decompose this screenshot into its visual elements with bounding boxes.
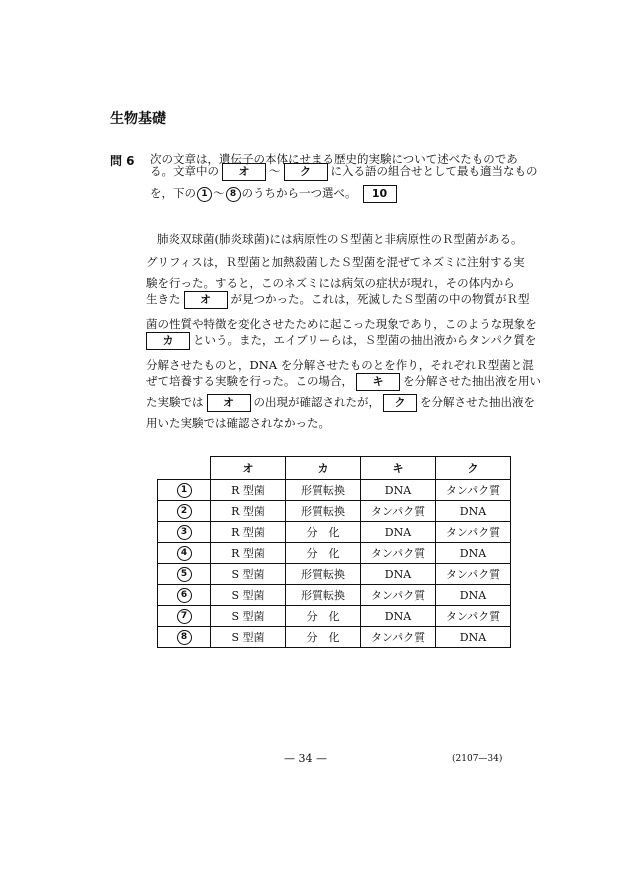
passage-line-3: 験を行った。すると，このネズミには病気の症状が現れ，その体内から (146, 276, 515, 290)
cell-o: S 型菌 (211, 627, 286, 648)
table-header-row (158, 457, 511, 480)
choice-number: 3 (177, 525, 192, 540)
blank-box-o: オ (207, 394, 251, 412)
cell-o: R 型菌 (211, 501, 286, 522)
cell-ku: DNA (436, 543, 511, 564)
passage-line-1: 肺炎双球菌(肺炎球菌)には病原性のＳ型菌と非病原性のＲ型菌がある。 (157, 232, 523, 246)
cell-ku: DNA (436, 501, 511, 522)
passage-text-8a: ぜて培養する実験を行った。この場合， (146, 374, 353, 388)
choice-number-cell (158, 480, 211, 501)
choice-number-cell (158, 501, 211, 522)
choice-number: 1 (177, 483, 192, 498)
table-row (158, 627, 511, 648)
cell-ka: 形質転換 (286, 480, 361, 501)
cell-ki: DNA (361, 606, 436, 627)
question-text-2b: に入る語の組合せとして最も適当なもの (330, 164, 538, 178)
section-title: 生物基礎 (110, 111, 166, 127)
passage-text-8b: を分解させた抽出液を用い (403, 374, 541, 388)
choice-number-last: 8 (226, 187, 241, 202)
passage-line-5: 菌の性質や特徴を変化させたために起こった現象であり，このような現象を (146, 317, 537, 331)
table-row (158, 480, 511, 501)
choice-number-cell (158, 585, 211, 606)
cell-ki: DNA (361, 480, 436, 501)
cell-ki: タンパク質 (361, 543, 436, 564)
passage-text-9b: の出現が確認されたが， (253, 395, 380, 409)
passage-line-9 (146, 393, 535, 412)
table-row (158, 585, 511, 606)
cell-o: S 型菌 (211, 564, 286, 585)
table-row (158, 501, 511, 522)
question-text-2a: る。文章中の (150, 164, 219, 178)
passage-text-4a: 生きた (146, 292, 181, 306)
passage-text-4b: が見つかった。これは，死滅したＳ型菌の中の物質がＲ型 (230, 292, 530, 306)
choice-number-cell (158, 522, 211, 543)
cell-ka: 形質転換 (286, 585, 361, 606)
cell-o: R 型菌 (211, 543, 286, 564)
choice-number: 4 (177, 546, 192, 561)
table-row (158, 606, 511, 627)
blank-box-ku: ク (383, 394, 417, 412)
passage-line-8 (146, 372, 541, 391)
cell-ku: DNA (436, 627, 511, 648)
passage-text-9a: た実験では (146, 395, 204, 409)
tilde-sign: ～ (269, 164, 281, 178)
page-number: — 34 — (284, 752, 327, 765)
header-ka: カ (286, 457, 361, 480)
choice-number: 7 (177, 609, 192, 624)
cell-ka: 形質転換 (286, 564, 361, 585)
cell-o: S 型菌 (211, 606, 286, 627)
answer-number-box: 10 (363, 185, 397, 203)
cell-ka: 形質転換 (286, 501, 361, 522)
blank-box-ku: ク (284, 163, 328, 181)
choice-number-cell (158, 564, 211, 585)
passage-line-4 (146, 290, 530, 309)
cell-ku: タンパク質 (436, 522, 511, 543)
choice-number: 6 (177, 588, 192, 603)
question-line-2 (150, 162, 538, 181)
cell-ku: タンパク質 (436, 564, 511, 585)
choice-number: 8 (177, 630, 192, 645)
passage-text-9c: を分解させた抽出液を (420, 395, 535, 409)
cell-o: S 型菌 (211, 585, 286, 606)
cell-ki: タンパク質 (361, 627, 436, 648)
table-row (158, 522, 511, 543)
answer-choices-table (157, 456, 511, 648)
cell-ku: タンパク質 (436, 606, 511, 627)
question-text-1: 次の文章は，遺伝子の本体にせまる歴史的実験について述べたものであ (150, 152, 518, 166)
blank-box-ki: キ (356, 373, 400, 391)
cell-ku: タンパク質 (436, 480, 511, 501)
cell-ka: 分 化 (286, 522, 361, 543)
cell-ki: DNA (361, 564, 436, 585)
table-row (158, 564, 511, 585)
cell-ki: タンパク質 (361, 501, 436, 522)
header-ki: キ (361, 457, 436, 480)
question-number: 問 6 (110, 154, 135, 168)
passage-line-7: 分解させたものと，DNA を分解させたものとを作り，それぞれＲ型菌と混 (146, 358, 534, 372)
choice-number: 2 (177, 504, 192, 519)
table-row (158, 543, 511, 564)
choice-number-cell (158, 627, 211, 648)
question-text-3a: を，下の (150, 186, 196, 200)
choice-number-cell (158, 606, 211, 627)
question-text-3b: のうちから一つ選べ。 (241, 186, 357, 200)
cell-o: R 型菌 (211, 480, 286, 501)
cell-ki: DNA (361, 522, 436, 543)
choice-number: 5 (177, 567, 192, 582)
passage-text-6b: という。また，エイブリーらは，Ｓ型菌の抽出液からタンパク質を (193, 333, 537, 347)
blank-box-o: オ (222, 163, 266, 181)
header-o: オ (211, 457, 286, 480)
blank-box-o: オ (184, 291, 228, 309)
cell-ka: 分 化 (286, 627, 361, 648)
passage-line-2: グリフィスは，Ｒ型菌と加熱殺菌したＳ型菌を混ぜてネズミに注射する実 (146, 255, 525, 269)
cell-ka: 分 化 (286, 543, 361, 564)
header-blank (158, 457, 211, 480)
choice-number-cell (158, 543, 211, 564)
exam-code: (2107—34) (452, 754, 503, 764)
cell-o: R 型菌 (211, 522, 286, 543)
header-ku: ク (436, 457, 511, 480)
question-line-3 (150, 184, 400, 203)
passage-line-10: 用いた実験では確認されなかった。 (146, 416, 330, 430)
cell-ku: DNA (436, 585, 511, 606)
cell-ka: 分 化 (286, 606, 361, 627)
blank-box-ka: カ (146, 332, 190, 350)
cell-ki: タンパク質 (361, 585, 436, 606)
passage-line-6 (146, 331, 536, 350)
range-separator: ～ (213, 186, 225, 200)
choice-number-first: 1 (197, 187, 212, 202)
